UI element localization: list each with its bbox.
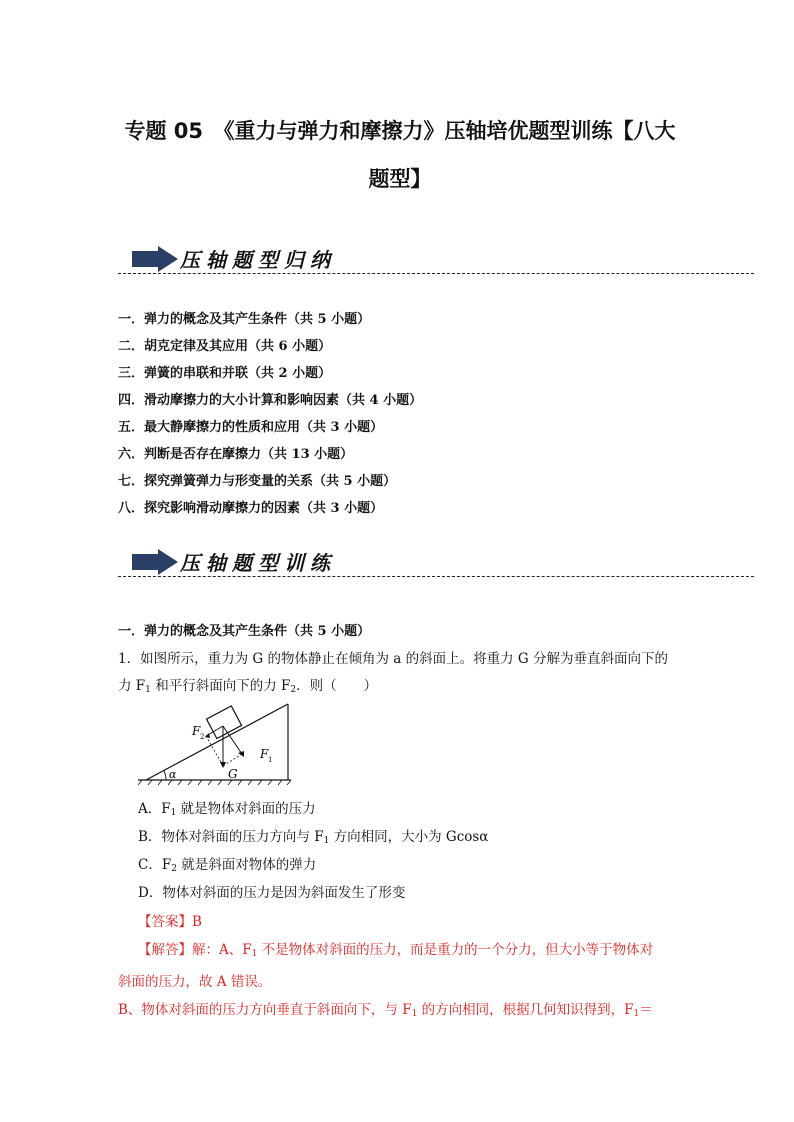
opt-text: C．F: [138, 857, 172, 873]
analysis-line: [118, 936, 678, 968]
topic-item: 四．滑动摩擦力的大小计算和影响因素（共 4 小题）: [118, 393, 423, 408]
q-subscript: 2: [290, 685, 297, 695]
label-alpha: α: [169, 768, 177, 781]
analysis-part: B、物体对斜面的压力方向垂直于斜面向下，与 F: [118, 1002, 412, 1018]
dashed-divider: [118, 273, 754, 274]
option-c: [138, 853, 488, 881]
q-text-part: ．则（ ）: [296, 678, 378, 694]
q-subscript: 1: [145, 685, 151, 695]
q-text-part: 和平行斜面向下的力 F: [150, 678, 291, 694]
label-f2-sub: 2: [200, 733, 205, 741]
label-g: G: [228, 767, 238, 781]
option-b: [138, 825, 488, 853]
analysis-subscript: 1: [633, 1009, 640, 1019]
answer-label: 【答案】B: [138, 914, 202, 930]
topic-item: 七．探究弹簧弹力与形变量的关系（共 5 小题）: [118, 474, 397, 489]
label-f1: F: [260, 747, 269, 761]
label-f2: F: [192, 724, 201, 738]
summary-banner: [118, 244, 754, 278]
analysis-subscript: 1: [411, 1009, 418, 1019]
opt-text: 就是物体对斜面的压力: [176, 801, 316, 817]
analysis-part: 【解答】解：A、F: [138, 942, 252, 958]
dashed-divider: [118, 576, 754, 577]
option-a: [138, 797, 488, 825]
topic-item: 二．胡克定律及其应用（共 6 小题）: [118, 339, 332, 354]
opt-subscript: 2: [171, 864, 177, 874]
analysis-part: 不是物体对斜面的压力，而是重力的一个分力，但大小等于物体对: [257, 942, 654, 958]
analysis-part: ＝: [639, 1002, 653, 1018]
opt-text: B．物体对斜面的压力方向与 F: [138, 829, 324, 845]
analysis-line: [118, 996, 678, 1028]
arrow-icon: [132, 246, 178, 272]
analysis-part: 的方向相同，根据几何知识得到，F: [417, 1002, 634, 1018]
page-title-line2: 题型】: [368, 167, 432, 191]
summary-banner-label: 压轴题型归纳: [180, 248, 336, 272]
arrow-icon: [132, 549, 178, 575]
training-banner-label: 压轴题型训练: [180, 551, 336, 575]
question-line1: 1．如图所示，重力为 G 的物体静止在倾角为 a 的斜面上。将重力 G 分解为垂直斜面向下的: [118, 651, 668, 667]
topic-item: 六．判断是否存在摩擦力（共 13 小题）: [118, 447, 354, 462]
opt-text: 方向相同，大小为 Gcosα: [329, 829, 489, 845]
q-text-part: 力 F: [118, 678, 146, 694]
topic-item: 八．探究影响滑动摩擦力的因素（共 3 小题）: [118, 501, 384, 516]
training-banner: [118, 547, 754, 581]
topic-list: [118, 310, 422, 526]
topic-item: 五．最大静摩擦力的性质和应用（共 3 小题）: [118, 420, 384, 435]
page-title-line1: 专题 05 《重力与弹力和摩擦力》压轴培优题型训练【八大: [124, 119, 676, 143]
section-heading: 一．弹力的概念及其产生条件（共 5 小题）: [118, 624, 371, 639]
label-f1-sub: 1: [268, 756, 273, 764]
analysis-subscript: 1: [251, 949, 258, 959]
topic-item: 一．弹力的概念及其产生条件（共 5 小题）: [118, 312, 371, 327]
answer-options: [138, 797, 488, 909]
analysis-text: [118, 936, 678, 1028]
question-text: [118, 646, 688, 704]
incline-figure: [138, 700, 298, 786]
opt-subscript: 1: [170, 808, 177, 818]
topic-item: 三．弹簧的串联和并联（共 2 小题）: [118, 366, 332, 381]
analysis-line: 斜面的压力，故 A 错误。: [118, 974, 272, 990]
opt-subscript: 1: [323, 836, 330, 846]
opt-text: 就是斜面对物体的弹力: [176, 857, 317, 873]
opt-text: A．F: [138, 801, 171, 817]
option-d: D．物体对斜面的压力是因为斜面发生了形变: [138, 885, 406, 901]
